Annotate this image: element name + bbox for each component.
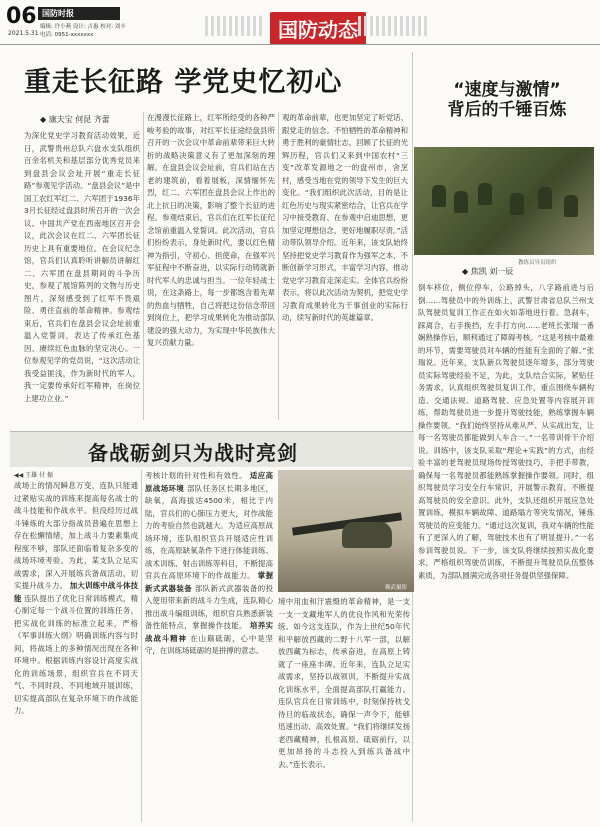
article-headline: 备战砺剑只为战时亮剑: [88, 441, 298, 465]
section-title: 国防动态: [270, 12, 366, 45]
article-byline: ◆ 康夫宝 何昆 齐蕾: [40, 115, 110, 124]
feature-headline: [432, 80, 582, 120]
photo-caption: 赖武摄影: [385, 585, 408, 591]
article-column: 境中用血和汗震慑的革命精神，是一支一支一支藏地军人的优良作风和光荣传统。如今这支连队，作为上世纪50年代和平解放西藏的二野十八军一部，以解放西藏为标志，传承奋进，在高原上铸就了一座座丰碑。近年来，连队立足实战需求，坚持以战领训，不断提升实战化训练水平，全面提高部队打赢能力。连队官兵在日常训练中，时刻保持枕戈待旦的临战状态，确保一声令下，能够迅速出动、高效处置。“我们将继续发扬老西藏精神，扎根高原、砥砺前行，以更加昂扬的斗志投入到练兵备战中去。”连长表示。: [278, 597, 410, 769]
shooting-photo: [278, 470, 414, 592]
column-divider: [143, 112, 144, 420]
header-rule: [0, 44, 600, 45]
paragraph: 部队任务区长期多地区，缺氧，高海拔达4500米，相比于内陆，官兵们的心肺压力更大，对作战能力的考验自然也就越大。为适应高原战场环境，连队组织官兵开展适应性训练，在高原缺氧条件下进行体能训练、战术训练、射击训练等科目，不断提高官兵在高原环境下的作战能力。: [145, 483, 273, 580]
photo-caption: 教练员导员组织: [518, 260, 557, 266]
soldier-figure: [454, 191, 468, 213]
article-column: 为深化党史学习教育活动效果，近日，武警贵州总队六盘水支队组织百余名机关和基层部分优秀党员来到盘县会议会址开展“重走长征路”参观见学活动。“盘县会议”是中国工农红军红二、六军团于1936年3月长征经过盘县时所召开的一次会议。中国共产党在西南地区召开会议，此次会议在红二、六军团长征历史上具有重要地位。在会议纪念馆，官兵们认真聆听讲解员讲解红二、六军团在盘县期间的斗争历史，参观了展馆陈列的文物与历史图片，深刻感受到了红军不畏艰险、勇往直前的革命精神。参观结束后，官兵们在盘县会议会址前重温入党誓词，表达了传承红色基因、赓续红色血脉的坚定决心。一位参观见学的党员说，“这次活动让我受益匪浅，作为新时代的军人，我一定要传承好红军精神，在岗位上建功立业。”: [24, 131, 140, 403]
subheading: 加大训练中战斗体技能: [14, 581, 138, 603]
subheading: 培养实战战斗精神: [145, 621, 273, 643]
feature-byline: ◆ 焦凯 刘一辰: [462, 267, 514, 276]
paragraph: 战场上的情况瞬息万变，连队只能通过紧贴实战的训练来提高每名战士的战斗技能和作战水平。但没经历过战斗锤炼的大部分指战员普遍在思想上存在松懈情绪，加上战斗力要素集成程度不够，部队还面临着复杂多变的战场环境考验。为此，某支队立足实战需求，深入开展练兵备战活动，切实提升战斗力。: [14, 481, 138, 590]
subheading: 掌握新式武器装备: [145, 571, 273, 593]
soldier-figure: [538, 187, 552, 209]
paragraph: 考核计划的针对性和有效性。: [145, 471, 248, 480]
column-divider: [141, 470, 142, 822]
page-number: 06: [6, 4, 37, 29]
training-photo: [414, 147, 594, 255]
column-divider: [278, 112, 279, 420]
paragraph: 部队新式武器装备的投入使用带来新的战斗力生成，连队精心推出战斗编组训练，组织官兵熟悉新装备性能特点，掌握操作技能。: [145, 583, 273, 630]
article-headline: 重走长征路 学党史忆初心: [24, 67, 343, 98]
feature-body: 倒车移位，侧位停车，公路掉头，八字路前进与后倒……驾驶员中的外训练上，武警甘肃省总队兰州支队驾驶员复训工作正在如火如荼地进行着。急刹车，踩离合，右手换挡，左手打方向……老班长张瑞一番娴熟操作后，顺利通过了障碍考核。“这是考核中最难的环节，需要驾驶员对车辆的性能有全面的了解。”张瑞说。近年来，支队新兵驾驶员逐年增多，部分驾驶员实际驾驶经验不足，为此，支队结合实际，紧贴任务需求，认真组织驾驶员复训工作，重点围绕车辆构造、交通法规、道路驾驶、应急处置等内容展开训练，帮助驾驶员进一步提升驾驶技能，熟练掌握车辆操作要领。“我们始终坚持从难从严、从实战出发，让每一名驾驶员都能做到人车合一。”一名带训骨干介绍说。训练中，该支队采取“理论+实践”的方式，由经验丰富的老驾驶员现场传授驾驶技巧，手把手带教，确保每一名驾驶员都能熟练掌握操作要领。同时，组织驾驶员学习安全行车常识，开展警示教育，不断提高驾驶员的安全意识。此外，支队还组织开展应急处置训练，模拟车辆故障、道路塌方等突发情况，锤炼驾驶员的应变能力。“通过这次复训，我对车辆的性能有了更深入的了解，驾驶技术也有了明显提升。”一名参训驾驶员说。下一步，该支队将继续按照实战化要求，严格组织驾驶员训练，不断提升驾驶员队伍整体素质，为部队圆满完成各项任务提供坚强保障。: [418, 283, 594, 580]
soldier-figure: [478, 183, 492, 205]
soldier-figure: [342, 522, 392, 548]
issue-date: 2021.5.31: [8, 30, 39, 37]
soldier-figure: [510, 193, 524, 215]
paragraph: 在山巅砥砺，心中是坚守，在训练场砥砺的是拼搏的意志。: [145, 633, 273, 655]
article-column: [14, 480, 138, 822]
subheading: 适应高原战场环境: [145, 471, 273, 493]
soldier-figure: [432, 185, 446, 207]
paragraph: 连队提出了优化日常训练模式，精心制定每一个战斗位置的训练任务，把实战化训练的标准立起来，严格《军事训练大纲》明确训练内容与时间，将战场上的多种情况出现在各种环境中。根据训练内容设计高度实战化的训练场景，组织官兵在不同天气、不同时段、不同地域开展训练，切实提高部队在复杂环境下的作战能力。: [14, 593, 138, 715]
article-column: 观的革命前辈，也更加坚定了听党话、跟党走的信念。不怕牺牲的革命精神和勇于胜利的豪情壮志，回顾了长征的光辉历程，官兵们又来到中国农村“三变”改革发源地之一的盘州市，舍烹村，感受当地在党的领导下发生的巨大变化。“我们组织此次活动，目的是让红色历史与现实紧密结合，让官兵在学习中接受教育、在参观中启迪思想，更加坚定理想信念，更好地履职尽责。”活动带队领导介绍。近年来，该支队始终坚持把党史学习教育作为强军之本，不断创新学习形式，丰富学习内容，推动党史学习教育走深走实。全体官兵纷纷表示，将以此次活动为契机，把党史学习教育成果转化为干事创业的实际行动，续写新时代的英雄篇章。: [282, 113, 408, 322]
paper-name: 国防时报: [38, 7, 120, 20]
decorative-stripes: [358, 16, 428, 36]
feature-headline-line: “速度与激情”: [453, 80, 561, 100]
soldier-figure: [564, 195, 578, 217]
decorative-stripes: [205, 16, 265, 36]
article-byline: ◀◀ 王雄 付 振: [14, 472, 53, 479]
article-column: 在漫漫长征路上，红军所经受的各种严峻考验的故事，对红军长征途经盘县所召开的一次会议中革命前辈带来巨大转折的战略决策意义有了更加深刻的理解。在盘县会议会址前，官兵们站在古老的建筑前，看着展板，深情缅怀先烈，红二、六军团在盘县会议上作出的北上抗日的决策，影响了整个长征的进程。参观结束后，官兵们在红军长征纪念馆前重温入党誓词。此次活动，官兵们纷纷表示，身处新时代，要以红色精神为指引，守初心、担使命，在强军兴军征程中不断奋进，以实际行动铸就新时代军人的忠诚与担当。一位年轻战士说，在这条路上，每一步都饱含着先辈的热血与牺牲，自己将把这份信念带回到岗位上，把学习成果转化为推动部队建设的强大动力，为实现中华民族伟大复兴贡献力量。: [147, 113, 275, 347]
feature-headline-line: 背后的千锤百炼: [447, 100, 567, 120]
staff-line: 电话: 0951-xxxxxxx: [40, 32, 94, 38]
staff-info: [40, 23, 200, 39]
staff-line: 编辑: 许小燕 设计: 吉惠 校对: 刘丰: [40, 24, 126, 30]
article-column: [145, 470, 273, 822]
